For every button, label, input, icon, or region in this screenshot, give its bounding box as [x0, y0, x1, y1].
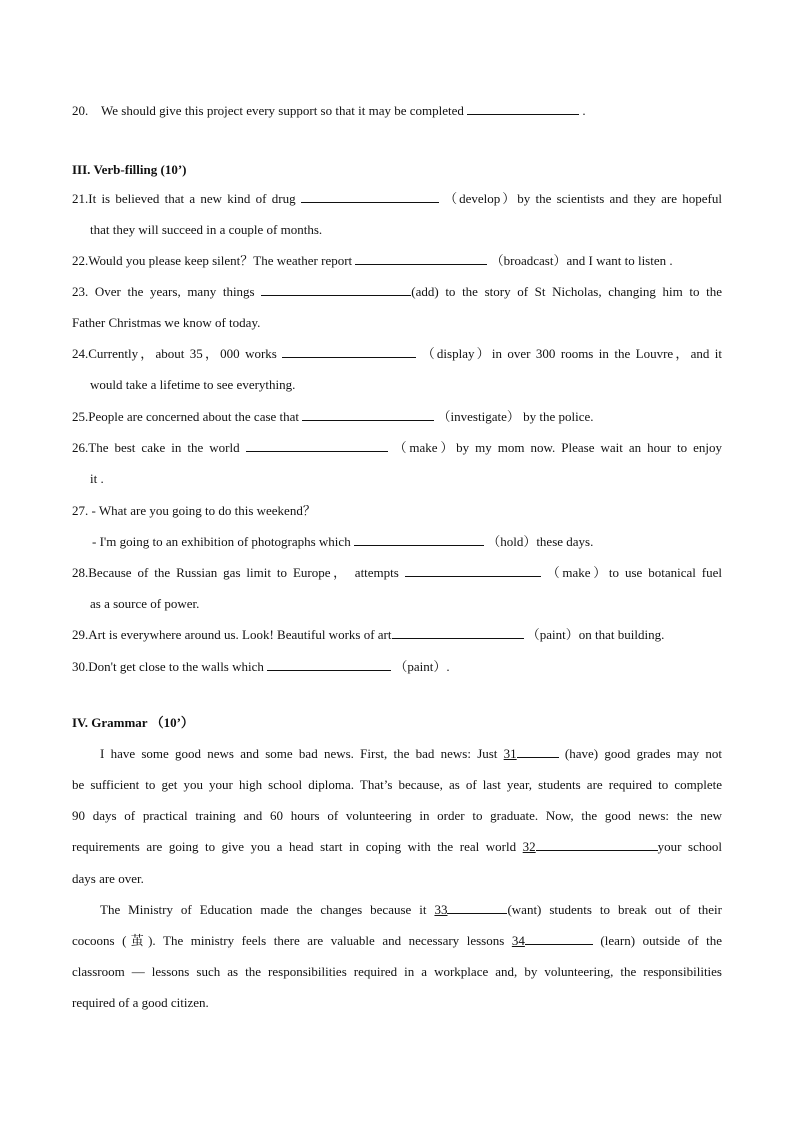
- answer-blank[interactable]: [267, 658, 391, 671]
- gap-32[interactable]: 32: [522, 839, 536, 854]
- question-26-continued: it .: [90, 471, 104, 486]
- grammar-paragraph-2-line-2: cocoons (茧). The ministry feels there are valuable and necessary lessons 34 (learn) outside of the: [72, 933, 722, 948]
- question-24-continued: would take a lifetime to see everything.: [90, 377, 296, 392]
- question-text: We should give this project every support so that it may be completed: [101, 103, 464, 118]
- answer-blank[interactable]: [467, 102, 579, 115]
- question-20: 20. We should give this project every support so that it may be completed .: [72, 103, 586, 118]
- answer-blank[interactable]: [282, 345, 416, 358]
- question-23: 23. Over the years, many things (add) to the story of St Nicholas, changing him to the: [72, 284, 722, 299]
- question-27: 27. - What are you going to do this weekend？: [72, 503, 316, 518]
- answer-blank[interactable]: [246, 439, 388, 452]
- question-21: 21.It is believed that a new kind of drug （develop）by the scientists and they are hopeful: [72, 191, 722, 206]
- question-27-reply: - I'm going to an exhibition of photographs which （hold）these days.: [92, 534, 594, 549]
- question-22: 22.Would you please keep silent？The weather report （broadcast）and I want to listen .: [72, 253, 673, 268]
- answer-blank[interactable]: [261, 283, 411, 296]
- question-number: 20.: [72, 103, 89, 118]
- answer-blank[interactable]: [302, 408, 434, 421]
- question-29: 29.Art is everywhere around us. Look! Beautiful works of art （paint）on that building.: [72, 627, 665, 642]
- answer-blank[interactable]: [355, 252, 487, 265]
- question-24: 24.Currently，about 35，000 works （display）in over 300 rooms in the Louvre，and it: [72, 346, 723, 361]
- grammar-paragraph-1-line-2: be sufficient to get you your high school diploma. That’s because, as of last year, students are required to complete: [72, 777, 722, 792]
- section-heading-grammar: IV. Grammar （10’）: [72, 715, 194, 730]
- grammar-paragraph-2-line-1: The Ministry of Education made the changes because it 33 (want) students to break out of their: [100, 902, 723, 917]
- answer-blank[interactable]: [536, 838, 658, 851]
- answer-blank[interactable]: [301, 190, 439, 203]
- question-30: 30.Don't get close to the walls which （paint）.: [72, 659, 450, 674]
- answer-blank[interactable]: [392, 626, 524, 639]
- question-28: 28.Because of the Russian gas limit to Europe， attempts （make）to use botanical fuel: [72, 565, 723, 580]
- grammar-paragraph-1-line-3: 90 days of practical training and 60 hours of volunteering in order to graduate. Now, the good news: the new: [72, 808, 722, 823]
- answer-blank[interactable]: [354, 533, 484, 546]
- grammar-paragraph-1-line-4: requirements are going to give you a head start in coping with the real world 32 your school: [72, 839, 722, 854]
- gap-31[interactable]: 31: [503, 746, 517, 761]
- section-heading-verb-filling: III. Verb-filling (10’): [72, 162, 187, 177]
- question-23-continued: Father Christmas we know of today.: [72, 315, 261, 330]
- gap-34[interactable]: 34: [511, 933, 525, 948]
- answer-blank[interactable]: [447, 901, 507, 914]
- question-21-continued: that they will succeed in a couple of months.: [90, 222, 323, 237]
- answer-blank[interactable]: [517, 745, 559, 758]
- answer-blank[interactable]: [525, 932, 593, 945]
- grammar-paragraph-2-line-3: classroom — lessons such as the responsibilities required in a workplace and, by volunteering, the responsibilities: [72, 964, 722, 979]
- grammar-paragraph-1-line-1: I have some good news and some bad news. First, the bad news: Just 31 (have) good grades may not: [100, 746, 723, 761]
- grammar-paragraph-1-line-5: days are over.: [72, 871, 144, 886]
- question-28-continued: as a source of power.: [90, 596, 200, 611]
- answer-blank[interactable]: [405, 564, 541, 577]
- gap-33[interactable]: 33: [434, 902, 448, 917]
- question-26: 26.The best cake in the world （make）by my mom now. Please wait an hour to enjoy: [72, 440, 723, 455]
- question-25: 25.People are concerned about the case that （investigate） by the police.: [72, 409, 594, 424]
- grammar-paragraph-2-line-4: required of a good citizen.: [72, 995, 209, 1010]
